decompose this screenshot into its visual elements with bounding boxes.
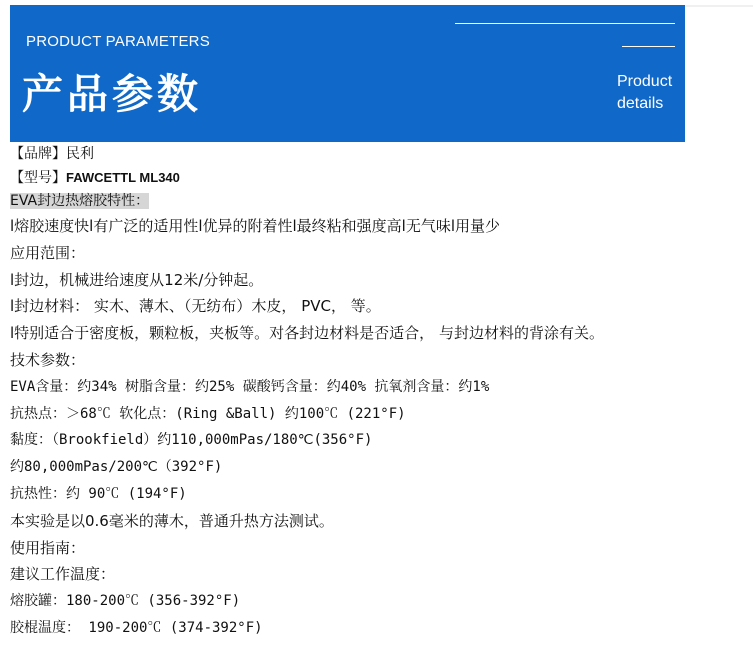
section-title-features — [10, 190, 750, 213]
heat-resistance-line: 抗热性：约 90℃ (194°F) — [10, 485, 187, 502]
heat-softening-line: 抗热点：＞68℃ 软化点：(Ring &Ball) 约100℃ (221°F) — [10, 405, 406, 422]
features-line: l熔胶速度快l有广泛的适用性l优异的附着性l最终粘和强度高l无气味l用量少 — [10, 217, 501, 235]
banner-side-line-1: Product — [617, 73, 673, 90]
features-heading-text: EVA封边热熔胶特性： — [10, 193, 150, 209]
banner-side-line-2: details — [617, 95, 664, 112]
usage-heading: 使用指南： — [10, 538, 86, 557]
brand-row — [10, 143, 750, 166]
product-parameters-banner — [10, 5, 685, 142]
application-line-2: l封边材料： 实木、薄木、（无纺布）木皮， PVC， 等。 — [10, 297, 381, 316]
banner-divider-short — [622, 46, 675, 47]
technical-heading: 技术参数： — [10, 350, 86, 369]
glue-tank-temp-line: 熔胶罐：180-200℃ (356-392°F) — [10, 593, 241, 610]
application-line-3: l特别适合于密度板，颗粒板，夹板等。对各封边材料是否适合， 与封边材料的背涂有关。 — [10, 324, 604, 343]
application-line-1: l封边，机械进给速度从12米/分钟起。 — [10, 270, 264, 289]
viscosity-line-1: 黏度：（Brookfield）约110,000mPas/180℃(356°F) — [10, 432, 373, 449]
banner-chinese-title: 产品参数 — [22, 70, 202, 118]
top-right-strip — [685, 5, 753, 7]
brand-label: 【品牌】 — [10, 146, 66, 162]
parameters-body — [10, 143, 750, 642]
model-label: 【型号】 — [10, 170, 66, 186]
working-temp-heading: 建议工作温度： — [10, 565, 116, 584]
application-heading: 应用范围： — [10, 243, 86, 262]
model-row — [10, 166, 750, 190]
banner-divider-long — [455, 23, 675, 24]
composition-line: EVA含量：约34% 树脂含量：约25% 碳酸钙含量：约40% 抗氧剂含量：约1% — [10, 378, 490, 395]
viscosity-line-2: 约80,000mPas/200℃（392°F) — [10, 459, 223, 476]
model-value: FAWCETTL ML340 — [66, 170, 180, 185]
brand-value: 民利 — [66, 146, 94, 162]
test-note-line: 本实验是以0.6毫米的薄木，普通升热方法测试。 — [10, 511, 334, 530]
roller-temp-line: 胶棍温度： 190-200℃ (374-392°F) — [10, 619, 263, 636]
banner-english-title: PRODUCT PARAMETERS — [26, 33, 210, 50]
banner-side-caption — [617, 71, 672, 115]
